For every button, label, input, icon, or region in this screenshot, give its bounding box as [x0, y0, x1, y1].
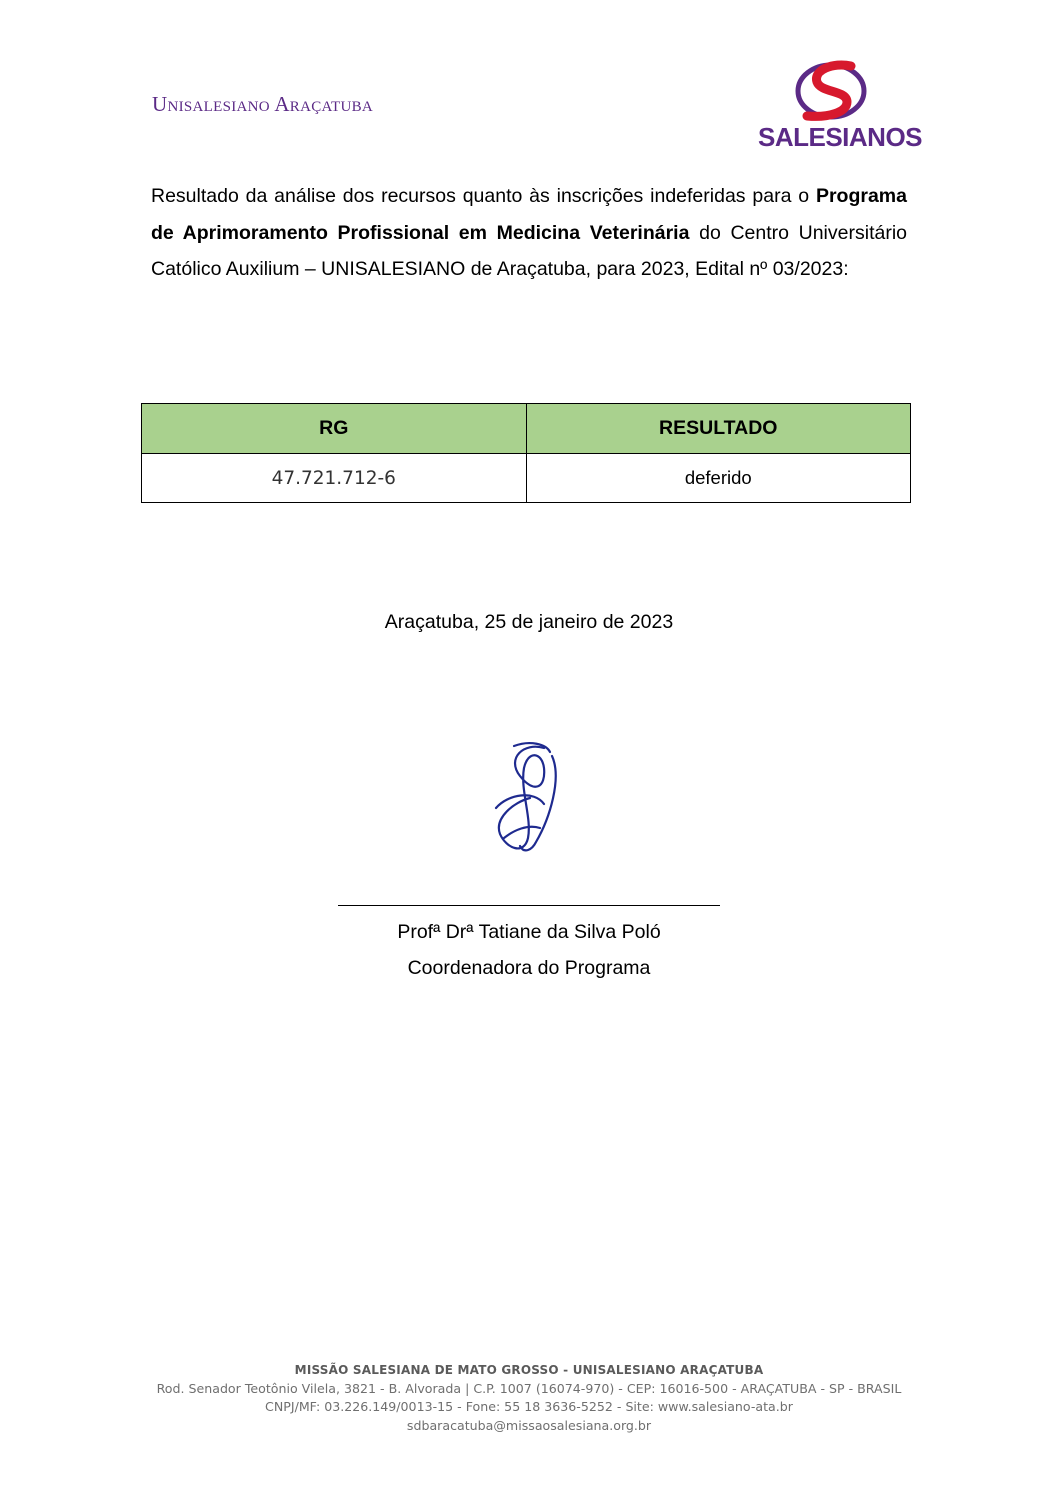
footer-address: Rod. Senador Teotônio Vilela, 3821 - B. Alvorada | C.P. 1007 (16074-970) - CEP: 16016-500 - ARAÇATUBA - SP - BRASIL [156, 1381, 902, 1396]
program-name: Programa de Aprimoramento Profissional em Medicina Veterinária [151, 185, 907, 244]
footer-contact: CNPJ/MF: 03.226.149/0013-15 - Fone: 55 18 3636-5252 - Site: www.salesiano-ata.br [265, 1399, 793, 1414]
handwritten-signature [484, 738, 574, 858]
institution-name: Unisalesiano Araçatuba [152, 92, 374, 116]
result-table [141, 403, 911, 503]
table-header-row [142, 404, 911, 454]
logo-text: SALESIANOS [758, 122, 923, 152]
salesianos-s-icon [793, 60, 871, 122]
signer-role: Coordenadora do Programa [407, 957, 651, 979]
resultado-cell: deferido [526, 454, 911, 503]
intro-text-start: Resultado da análise dos recursos quanto às inscrições indeferidas para o [151, 185, 816, 207]
footer-email: sdbaracatuba@missaosalesiana.org.br [406, 1418, 652, 1433]
table-row [142, 454, 911, 503]
document-date: Araçatuba, 25 de janeiro de 2023 [384, 611, 674, 633]
signer-name: Profª Drª Tatiane da Silva Poló [397, 921, 661, 943]
column-header-resultado: RESULTADO [526, 404, 911, 454]
rg-cell: 47.721.712-6 [142, 454, 527, 503]
salesianos-logo [755, 60, 923, 155]
signature-line [338, 905, 720, 906]
column-header-rg: RG [142, 404, 527, 454]
intro-text-end: do Centro Universitário Católico Auxilium – UNISALESIANO de Araçatuba, para 2023, Edital nº 03/2023: [151, 221, 907, 280]
footer-organization: MISSÃO SALESIANA DE MATO GROSSO - UNISALESIANO ARAÇATUBA [294, 1363, 764, 1377]
intro-paragraph [151, 178, 907, 288]
